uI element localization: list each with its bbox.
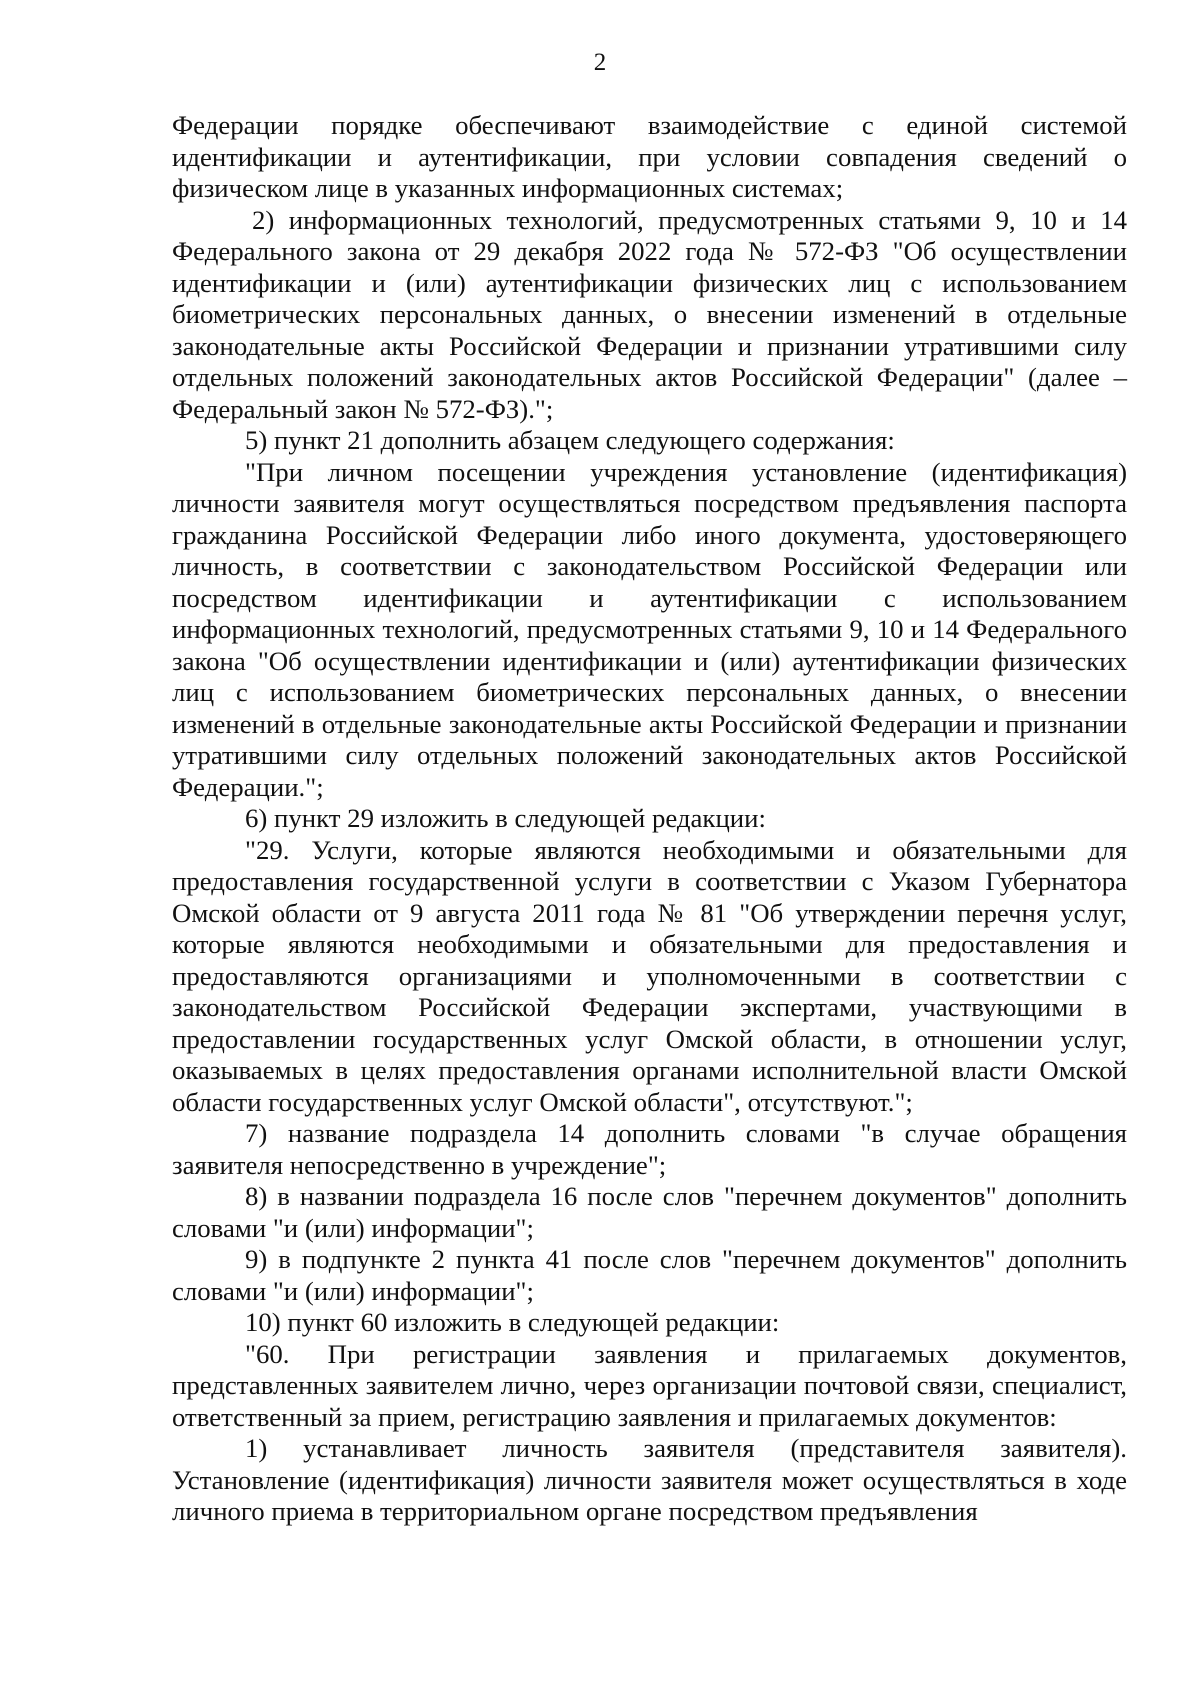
- paragraph-quote-60: "60. При регистрации заявления и прилагаемых документов, представленных заявителем лично, через организации почтовой связи, специалист, ответственный за прием, регистрацию заявления и прилагаемых документов:: [172, 1338, 1127, 1432]
- paragraph-item-6: 6) пункт 29 изложить в следующей редакции:: [245, 803, 766, 833]
- paragraph-item-9: 9) в подпункте 2 пункта 41 после слов "перечнем документов" дополнить словами "и (или) информации";: [172, 1244, 1127, 1306]
- paragraph-item-10: 10) пункт 60 изложить в следующей редакции:: [245, 1307, 780, 1337]
- paragraph-quote-21: "При личном посещении учреждения установление (идентификация) личности заявителя могут осуществляться посредством предъявления паспорта гражданина Российской Федерации либо иного документа, удостоверяющего личность, в соответствии с законодательством Российской Федерации или посредством идентификации и аутентификации с использованием информационных технологий, предусмотренных статьями 9, 10 и 14 Федерального закона "Об осуществлении идентификации и (или) аутентификации физических лиц с использованием биометрических персональных данных, о внесении изменений в отдельные законодательные акты Российской Федерации и признании утратившими силу отдельных положений законодательных актов Российской Федерации.";: [172, 456, 1127, 802]
- paragraph-item-8: 8) в названии подраздела 16 после слов "перечнем документов" дополнить словами "и (или) информации";: [172, 1181, 1127, 1243]
- paragraph-quote-29: "29. Услуги, которые являются необходимыми и обязательными для предоставления государственной услуги в соответствии с Указом Губернатора Омской области от 9 августа 2011 года № 81 "Об утверждении перечня услуг, которые являются необходимыми и обязательными для предоставления и предоставляются организациями и уполномоченными в соответствии с законодательством Российской Федерации экспертами, участвующими в предоставлении государственных услуг Омской области, в отношении услуг, оказываемых в целях предоставления органами исполнительной власти Омской области государственных услуг Омской области", отсутствуют.";: [172, 834, 1127, 1117]
- paragraph-item-5: 5) пункт 21 дополнить абзацем следующего содержания:: [245, 425, 895, 455]
- paragraph-continuation: Федерации порядке обеспечивают взаимодействие с единой системой идентификации и аутентификации, при условии совпадения сведений о физическом лице в указанных информационных системах;: [172, 110, 1127, 203]
- paragraph-item-7: 7) название подраздела 14 дополнить словами "в случае обращения заявителя непосредственно в учреждение";: [172, 1118, 1127, 1180]
- paragraph-item-2: 2) информационных технологий, предусмотренных статьями 9, 10 и 14 Федерального закона от 29 декабря 2022 года № 572-ФЗ "Об осуществлении идентификации и (или) аутентификации физических лиц с использованием биометрических персональных данных, о внесении изменений в отдельные законодательные акты Российской Федерации и признании утратившими силу отдельных положений законодательных актов Российской Федерации" (далее – Федеральный закон № 572-ФЗ).";: [172, 204, 1127, 424]
- document-body: [172, 110, 1127, 1528]
- paragraph-subitem-1: 1) устанавливает личность заявителя (представителя заявителя). Установление (идентификация) личности заявителя может осуществляться в ходе личного приема в территориальном органе посредством предъявления: [172, 1433, 1127, 1526]
- page-number: 2: [593, 49, 607, 76]
